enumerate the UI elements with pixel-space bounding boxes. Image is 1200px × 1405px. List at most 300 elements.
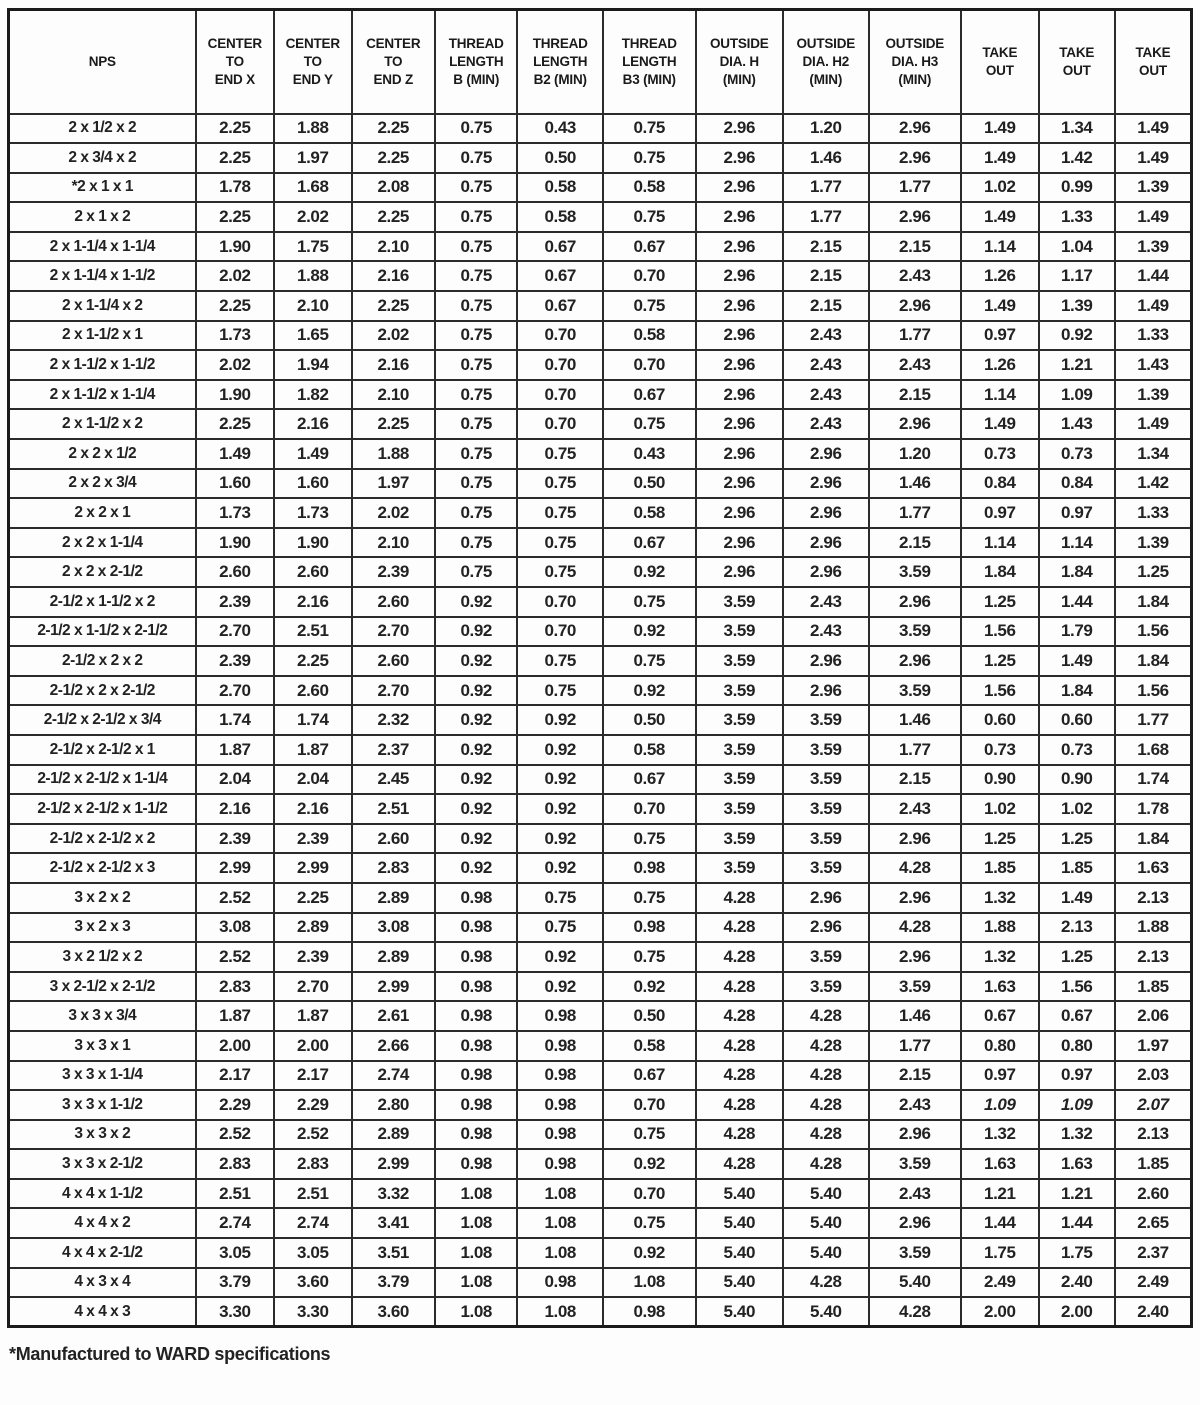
value-cell: 0.97 [961, 1061, 1038, 1091]
value-cell: 0.67 [603, 765, 696, 795]
value-cell: 1.77 [783, 202, 869, 232]
value-cell: 3.59 [696, 646, 784, 676]
table-row [9, 409, 1192, 439]
column-header-nps: NPS [9, 10, 196, 114]
value-cell: 1.56 [1039, 972, 1115, 1002]
value-cell: 1.25 [1039, 942, 1115, 972]
value-cell: 1.97 [1115, 1031, 1192, 1061]
value-cell: 2.43 [869, 794, 962, 824]
value-cell: 0.67 [603, 232, 696, 262]
value-cell: 0.67 [603, 380, 696, 410]
table-row [9, 587, 1192, 617]
value-cell: 2.96 [696, 143, 784, 173]
value-cell: 2.39 [196, 587, 274, 617]
value-cell: 1.56 [961, 676, 1038, 706]
nps-cell: *2 x 1 x 1 [9, 173, 196, 203]
value-cell: 2.89 [352, 883, 435, 913]
value-cell: 2.32 [352, 705, 435, 735]
value-cell: 2.16 [352, 261, 435, 291]
value-cell: 1.49 [961, 143, 1038, 173]
value-cell: 1.78 [196, 173, 274, 203]
value-cell: 4.28 [869, 913, 962, 943]
value-cell: 0.58 [517, 202, 603, 232]
value-cell: 2.43 [869, 1090, 962, 1120]
value-cell: 3.41 [352, 1208, 435, 1238]
value-cell: 2.99 [274, 853, 351, 883]
value-cell: 0.98 [435, 1061, 517, 1091]
value-cell: 0.67 [517, 232, 603, 262]
value-cell: 2.16 [274, 794, 351, 824]
value-cell: 1.04 [1039, 232, 1115, 262]
value-cell: 1.56 [1115, 676, 1192, 706]
nps-cell: 2-1/2 x 2-1/2 x 3 [9, 853, 196, 883]
value-cell: 1.87 [196, 1001, 274, 1031]
value-cell: 3.59 [869, 557, 962, 587]
value-cell: 1.34 [1115, 439, 1192, 469]
value-cell: 2.96 [696, 173, 784, 203]
column-header-outside-dia-h3: OUTSIDE DIA. H3 (MIN) [869, 10, 962, 114]
value-cell: 2.70 [352, 617, 435, 647]
value-cell: 0.92 [435, 705, 517, 735]
value-cell: 2.03 [1115, 1061, 1192, 1091]
value-cell: 0.80 [1039, 1031, 1115, 1061]
value-cell: 0.50 [603, 705, 696, 735]
value-cell: 1.44 [1115, 261, 1192, 291]
value-cell: 0.67 [517, 261, 603, 291]
value-cell: 1.32 [961, 942, 1038, 972]
value-cell: 2.66 [352, 1031, 435, 1061]
value-cell: 2.10 [352, 232, 435, 262]
value-cell: 1.88 [352, 439, 435, 469]
value-cell: 0.75 [435, 498, 517, 528]
value-cell: 2.83 [196, 972, 274, 1002]
value-cell: 0.73 [1039, 735, 1115, 765]
value-cell: 2.96 [696, 409, 784, 439]
table-row [9, 114, 1192, 144]
value-cell: 2.96 [783, 676, 869, 706]
value-cell: 3.59 [783, 735, 869, 765]
nps-cell: 3 x 2 x 3 [9, 913, 196, 943]
nps-cell: 3 x 2 x 2 [9, 883, 196, 913]
value-cell: 1.90 [196, 232, 274, 262]
table-header [9, 10, 1192, 114]
value-cell: 2.60 [274, 557, 351, 587]
value-cell: 2.04 [274, 765, 351, 795]
value-cell: 1.14 [961, 232, 1038, 262]
value-cell: 2.02 [274, 202, 351, 232]
table-row [9, 765, 1192, 795]
value-cell: 2.70 [196, 617, 274, 647]
value-cell: 0.98 [517, 1090, 603, 1120]
nps-cell: 2 x 1/2 x 2 [9, 114, 196, 144]
value-cell: 0.75 [517, 883, 603, 913]
value-cell: 0.75 [435, 350, 517, 380]
value-cell: 2.29 [196, 1090, 274, 1120]
value-cell: 0.92 [517, 972, 603, 1002]
value-cell: 3.08 [196, 913, 274, 943]
value-cell: 1.25 [961, 587, 1038, 617]
value-cell: 0.98 [517, 1031, 603, 1061]
value-cell: 0.60 [961, 705, 1038, 735]
value-cell: 0.92 [517, 794, 603, 824]
table-row [9, 883, 1192, 913]
nps-cell: 4 x 4 x 2-1/2 [9, 1238, 196, 1268]
nps-cell: 2-1/2 x 2 x 2-1/2 [9, 676, 196, 706]
value-cell: 1.49 [1039, 883, 1115, 913]
value-cell: 1.85 [961, 853, 1038, 883]
value-cell: 0.75 [603, 824, 696, 854]
value-cell: 2.52 [274, 1120, 351, 1150]
value-cell: 1.77 [869, 498, 962, 528]
value-cell: 2.39 [196, 646, 274, 676]
value-cell: 1.75 [961, 1238, 1038, 1268]
value-cell: 2.02 [196, 261, 274, 291]
nps-cell: 2 x 2 x 1/2 [9, 439, 196, 469]
table-row [9, 202, 1192, 232]
value-cell: 1.32 [961, 883, 1038, 913]
value-cell: 4.28 [696, 1061, 784, 1091]
table-row [9, 1179, 1192, 1209]
value-cell: 0.75 [435, 409, 517, 439]
value-cell: 1.75 [274, 232, 351, 262]
nps-cell: 3 x 3 x 1-1/4 [9, 1061, 196, 1091]
value-cell: 4.28 [869, 853, 962, 883]
value-cell: 1.90 [274, 528, 351, 558]
value-cell: 5.40 [696, 1208, 784, 1238]
value-cell: 2.96 [869, 202, 962, 232]
value-cell: 1.49 [961, 202, 1038, 232]
value-cell: 0.92 [517, 942, 603, 972]
value-cell: 1.14 [1039, 528, 1115, 558]
nps-cell: 2-1/2 x 1-1/2 x 2-1/2 [9, 617, 196, 647]
table-row [9, 469, 1192, 499]
value-cell: 0.75 [603, 291, 696, 321]
value-cell: 0.92 [435, 676, 517, 706]
value-cell: 1.46 [869, 469, 962, 499]
value-cell: 1.08 [435, 1208, 517, 1238]
value-cell: 4.28 [783, 1149, 869, 1179]
value-cell: 0.75 [435, 261, 517, 291]
value-cell: 3.05 [274, 1238, 351, 1268]
value-cell: 1.49 [1115, 291, 1192, 321]
value-cell: 3.59 [869, 676, 962, 706]
nps-cell: 3 x 3 x 1 [9, 1031, 196, 1061]
value-cell: 0.70 [603, 1090, 696, 1120]
value-cell: 2.02 [352, 321, 435, 351]
header-row [9, 10, 1192, 114]
value-cell: 5.40 [696, 1268, 784, 1298]
nps-cell: 3 x 3 x 2-1/2 [9, 1149, 196, 1179]
value-cell: 0.80 [961, 1031, 1038, 1061]
value-cell: 2.08 [352, 173, 435, 203]
value-cell: 0.92 [517, 824, 603, 854]
nps-cell: 2-1/2 x 2-1/2 x 1-1/4 [9, 765, 196, 795]
value-cell: 0.75 [603, 143, 696, 173]
value-cell: 2.15 [869, 765, 962, 795]
value-cell: 0.98 [435, 1120, 517, 1150]
nps-cell: 4 x 4 x 3 [9, 1297, 196, 1327]
value-cell: 1.26 [961, 350, 1038, 380]
value-cell: 1.46 [869, 1001, 962, 1031]
value-cell: 0.75 [517, 469, 603, 499]
value-cell: 0.70 [603, 794, 696, 824]
value-cell: 1.39 [1115, 173, 1192, 203]
value-cell: 0.67 [603, 1061, 696, 1091]
value-cell: 2.43 [783, 617, 869, 647]
value-cell: 0.92 [603, 557, 696, 587]
column-header-thread-length-b3: THREAD LENGTH B3 (MIN) [603, 10, 696, 114]
value-cell: 1.75 [1039, 1238, 1115, 1268]
value-cell: 2.51 [196, 1179, 274, 1209]
value-cell: 1.87 [274, 735, 351, 765]
value-cell: 4.28 [783, 1031, 869, 1061]
value-cell: 4.28 [869, 1297, 962, 1327]
value-cell: 0.43 [517, 114, 603, 144]
value-cell: 2.16 [352, 350, 435, 380]
value-cell: 1.78 [1115, 794, 1192, 824]
value-cell: 0.92 [435, 646, 517, 676]
column-header-take-out-1: TAKE OUT [961, 10, 1038, 114]
value-cell: 2.39 [274, 942, 351, 972]
value-cell: 2.15 [869, 528, 962, 558]
value-cell: 0.50 [603, 469, 696, 499]
value-cell: 3.79 [196, 1268, 274, 1298]
value-cell: 2.60 [352, 824, 435, 854]
value-cell: 1.49 [1115, 114, 1192, 144]
value-cell: 1.84 [1039, 557, 1115, 587]
value-cell: 2.60 [196, 557, 274, 587]
table-row [9, 380, 1192, 410]
value-cell: 3.59 [696, 705, 784, 735]
value-cell: 1.02 [961, 173, 1038, 203]
nps-cell: 3 x 3 x 2 [9, 1120, 196, 1150]
value-cell: 0.75 [435, 469, 517, 499]
value-cell: 1.14 [961, 380, 1038, 410]
value-cell: 0.43 [603, 439, 696, 469]
nps-cell: 2 x 2 x 1 [9, 498, 196, 528]
value-cell: 1.49 [961, 114, 1038, 144]
value-cell: 0.98 [435, 942, 517, 972]
value-cell: 2.96 [696, 439, 784, 469]
value-cell: 2.60 [1115, 1179, 1192, 1209]
nps-cell: 2 x 2 x 1-1/4 [9, 528, 196, 558]
value-cell: 4.28 [783, 1268, 869, 1298]
value-cell: 1.85 [1039, 853, 1115, 883]
value-cell: 1.20 [869, 439, 962, 469]
value-cell: 1.49 [196, 439, 274, 469]
value-cell: 1.68 [274, 173, 351, 203]
value-cell: 0.75 [435, 143, 517, 173]
value-cell: 0.97 [961, 321, 1038, 351]
value-cell: 1.63 [1039, 1149, 1115, 1179]
value-cell: 0.98 [603, 853, 696, 883]
table-row [9, 498, 1192, 528]
value-cell: 0.50 [603, 1001, 696, 1031]
value-cell: 2.15 [783, 261, 869, 291]
value-cell: 2.51 [274, 617, 351, 647]
value-cell: 0.92 [603, 617, 696, 647]
value-cell: 2.45 [352, 765, 435, 795]
value-cell: 2.96 [783, 498, 869, 528]
nps-cell: 3 x 2-1/2 x 2-1/2 [9, 972, 196, 1002]
value-cell: 2.96 [783, 646, 869, 676]
column-header-thread-length-b2: THREAD LENGTH B2 (MIN) [517, 10, 603, 114]
value-cell: 3.32 [352, 1179, 435, 1209]
nps-cell: 2-1/2 x 2-1/2 x 1-1/2 [9, 794, 196, 824]
value-cell: 2.83 [352, 853, 435, 883]
nps-cell: 2 x 1-1/4 x 2 [9, 291, 196, 321]
value-cell: 4.28 [696, 1090, 784, 1120]
table-row [9, 143, 1192, 173]
value-cell: 2.15 [869, 380, 962, 410]
value-cell: 1.21 [1039, 350, 1115, 380]
table-row [9, 972, 1192, 1002]
value-cell: 2.96 [696, 261, 784, 291]
value-cell: 0.98 [603, 913, 696, 943]
nps-cell: 2 x 2 x 2-1/2 [9, 557, 196, 587]
value-cell: 1.77 [869, 1031, 962, 1061]
nps-cell: 4 x 3 x 4 [9, 1268, 196, 1298]
value-cell: 2.15 [869, 232, 962, 262]
value-cell: 2.39 [196, 824, 274, 854]
value-cell: 5.40 [696, 1179, 784, 1209]
value-cell: 0.75 [603, 646, 696, 676]
specs-table [7, 8, 1193, 1328]
value-cell: 1.25 [961, 824, 1038, 854]
value-cell: 1.90 [196, 380, 274, 410]
value-cell: 0.75 [435, 202, 517, 232]
value-cell: 1.97 [352, 469, 435, 499]
value-cell: 2.74 [352, 1061, 435, 1091]
value-cell: 2.15 [869, 1061, 962, 1091]
value-cell: 1.87 [274, 1001, 351, 1031]
table-row [9, 1238, 1192, 1268]
value-cell: 0.58 [603, 173, 696, 203]
value-cell: 0.75 [603, 202, 696, 232]
value-cell: 1.74 [274, 705, 351, 735]
value-cell: 1.08 [517, 1297, 603, 1327]
table-row [9, 557, 1192, 587]
value-cell: 2.13 [1115, 1120, 1192, 1150]
value-cell: 1.56 [961, 617, 1038, 647]
value-cell: 2.43 [783, 321, 869, 351]
value-cell: 0.75 [517, 439, 603, 469]
value-cell: 1.63 [1115, 853, 1192, 883]
column-header-center-to-end-z: CENTER TO END Z [352, 10, 435, 114]
value-cell: 0.98 [435, 1001, 517, 1031]
value-cell: 0.58 [517, 173, 603, 203]
value-cell: 2.60 [274, 676, 351, 706]
value-cell: 0.75 [603, 409, 696, 439]
value-cell: 2.96 [696, 232, 784, 262]
value-cell: 0.97 [961, 498, 1038, 528]
value-cell: 1.25 [961, 646, 1038, 676]
value-cell: 2.17 [274, 1061, 351, 1091]
value-cell: 2.99 [352, 1149, 435, 1179]
value-cell: 2.13 [1115, 883, 1192, 913]
value-cell: 0.98 [435, 913, 517, 943]
value-cell: 1.32 [961, 1120, 1038, 1150]
value-cell: 2.96 [869, 942, 962, 972]
value-cell: 2.89 [274, 913, 351, 943]
value-cell: 2.96 [696, 498, 784, 528]
value-cell: 1.46 [869, 705, 962, 735]
value-cell: 1.20 [783, 114, 869, 144]
table-row [9, 1061, 1192, 1091]
value-cell: 2.65 [1115, 1208, 1192, 1238]
value-cell: 2.96 [783, 439, 869, 469]
value-cell: 2.10 [274, 291, 351, 321]
value-cell: 1.84 [1115, 646, 1192, 676]
value-cell: 0.75 [603, 1208, 696, 1238]
value-cell: 0.98 [435, 1090, 517, 1120]
value-cell: 3.79 [352, 1268, 435, 1298]
nps-cell: 3 x 3 x 3/4 [9, 1001, 196, 1031]
value-cell: 0.75 [435, 439, 517, 469]
value-cell: 1.08 [435, 1268, 517, 1298]
value-cell: 0.70 [603, 350, 696, 380]
value-cell: 1.68 [1115, 735, 1192, 765]
value-cell: 1.84 [1115, 824, 1192, 854]
value-cell: 2.96 [869, 143, 962, 173]
table-row [9, 705, 1192, 735]
value-cell: 0.92 [1039, 321, 1115, 351]
value-cell: 2.61 [352, 1001, 435, 1031]
value-cell: 0.92 [517, 853, 603, 883]
value-cell: 0.92 [435, 765, 517, 795]
value-cell: 2.06 [1115, 1001, 1192, 1031]
value-cell: 2.96 [783, 883, 869, 913]
nps-cell: 3 x 3 x 1-1/2 [9, 1090, 196, 1120]
table-row [9, 646, 1192, 676]
value-cell: 1.60 [196, 469, 274, 499]
value-cell: 0.98 [517, 1120, 603, 1150]
table-row [9, 617, 1192, 647]
value-cell: 0.75 [517, 646, 603, 676]
value-cell: 0.58 [603, 321, 696, 351]
nps-cell: 2 x 1-1/2 x 1 [9, 321, 196, 351]
value-cell: 0.90 [961, 765, 1038, 795]
value-cell: 0.75 [603, 942, 696, 972]
value-cell: 0.92 [603, 676, 696, 706]
value-cell: 1.33 [1115, 321, 1192, 351]
value-cell: 2.25 [352, 409, 435, 439]
value-cell: 2.25 [196, 143, 274, 173]
value-cell: 0.75 [435, 173, 517, 203]
value-cell: 0.98 [435, 1149, 517, 1179]
value-cell: 1.49 [961, 409, 1038, 439]
value-cell: 2.15 [783, 291, 869, 321]
value-cell: 1.49 [1115, 409, 1192, 439]
value-cell: 3.59 [696, 794, 784, 824]
value-cell: 0.58 [603, 1031, 696, 1061]
value-cell: 1.87 [196, 735, 274, 765]
value-cell: 2.99 [196, 853, 274, 883]
value-cell: 2.52 [196, 1120, 274, 1150]
value-cell: 0.75 [603, 587, 696, 617]
value-cell: 0.75 [603, 883, 696, 913]
value-cell: 1.09 [961, 1090, 1038, 1120]
value-cell: 1.25 [1039, 824, 1115, 854]
value-cell: 4.28 [696, 1120, 784, 1150]
nps-cell: 4 x 4 x 2 [9, 1208, 196, 1238]
value-cell: 3.59 [696, 676, 784, 706]
value-cell: 1.44 [1039, 587, 1115, 617]
value-cell: 1.43 [1115, 350, 1192, 380]
value-cell: 2.83 [274, 1149, 351, 1179]
value-cell: 2.70 [352, 676, 435, 706]
value-cell: 1.77 [869, 321, 962, 351]
